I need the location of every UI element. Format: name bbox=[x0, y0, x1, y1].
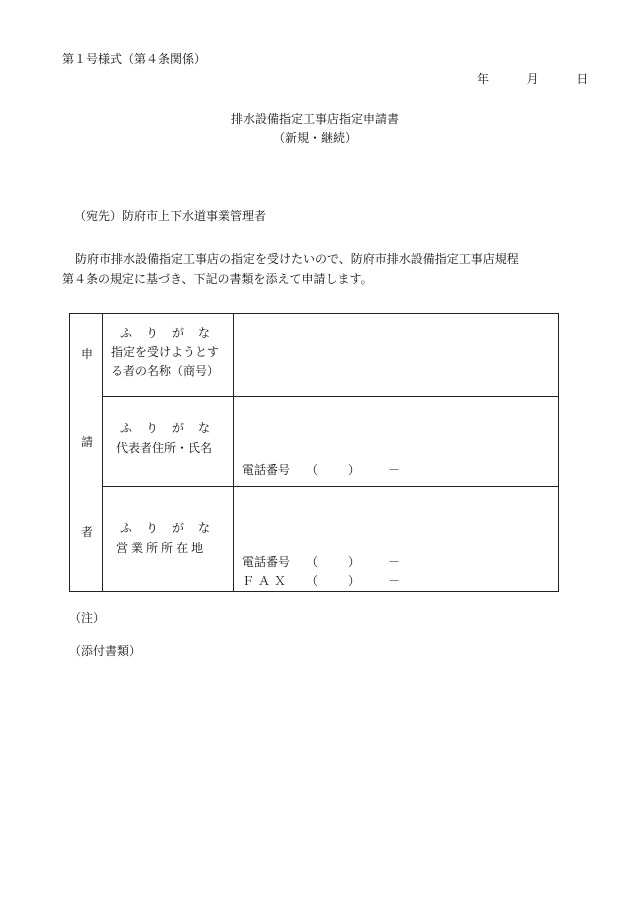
document-title: 排水設備指定工事店指定申請書 bbox=[230, 112, 399, 126]
applicant-table bbox=[69, 313, 559, 592]
date-year: 年 bbox=[477, 72, 490, 86]
furigana-label: ふ り が な bbox=[120, 521, 211, 535]
side-label-char: 者 bbox=[81, 525, 94, 539]
furigana-label: ふ り が な bbox=[120, 421, 211, 435]
phone-line: 電話番号 （ ） － bbox=[242, 555, 401, 569]
representative-label: 代表者住所・氏名 bbox=[116, 441, 213, 455]
date-day: 日 bbox=[576, 72, 589, 86]
table-divider bbox=[102, 486, 558, 487]
attachments-label: （添付書類） bbox=[69, 644, 142, 658]
office-location-label: 営 業 所 所 在 地 bbox=[116, 541, 204, 555]
date-line bbox=[477, 73, 588, 85]
fax-line: ＦＡＸ （ ） － bbox=[242, 574, 401, 588]
name-label-line-1: 指定を受けようとす bbox=[111, 345, 220, 359]
form-number: 第１号様式（第４条関係） bbox=[62, 52, 207, 66]
table-divider bbox=[102, 396, 558, 397]
body-text-line-1: 防府市排水設備指定工事店の指定を受けたいので、防府市排水設備指定工事店規程 bbox=[75, 252, 519, 266]
furigana-label: ふ り が な bbox=[120, 326, 211, 340]
side-label-char: 請 bbox=[81, 435, 94, 449]
table-divider bbox=[233, 314, 234, 591]
note-label: （注） bbox=[69, 611, 106, 625]
date-month: 月 bbox=[526, 72, 539, 86]
side-label-char: 申 bbox=[81, 347, 94, 361]
addressee: （宛先）防府市上下水道事業管理者 bbox=[74, 209, 267, 223]
document-subtitle: （新規・継続） bbox=[272, 131, 357, 145]
table-divider bbox=[102, 314, 103, 591]
body-text-line-2: 第４条の規定に基づき、下記の書類を添えて申請します。 bbox=[62, 272, 373, 286]
phone-line: 電話番号 （ ） － bbox=[242, 463, 401, 477]
name-label-line-2: る者の名称（商号） bbox=[111, 364, 220, 378]
